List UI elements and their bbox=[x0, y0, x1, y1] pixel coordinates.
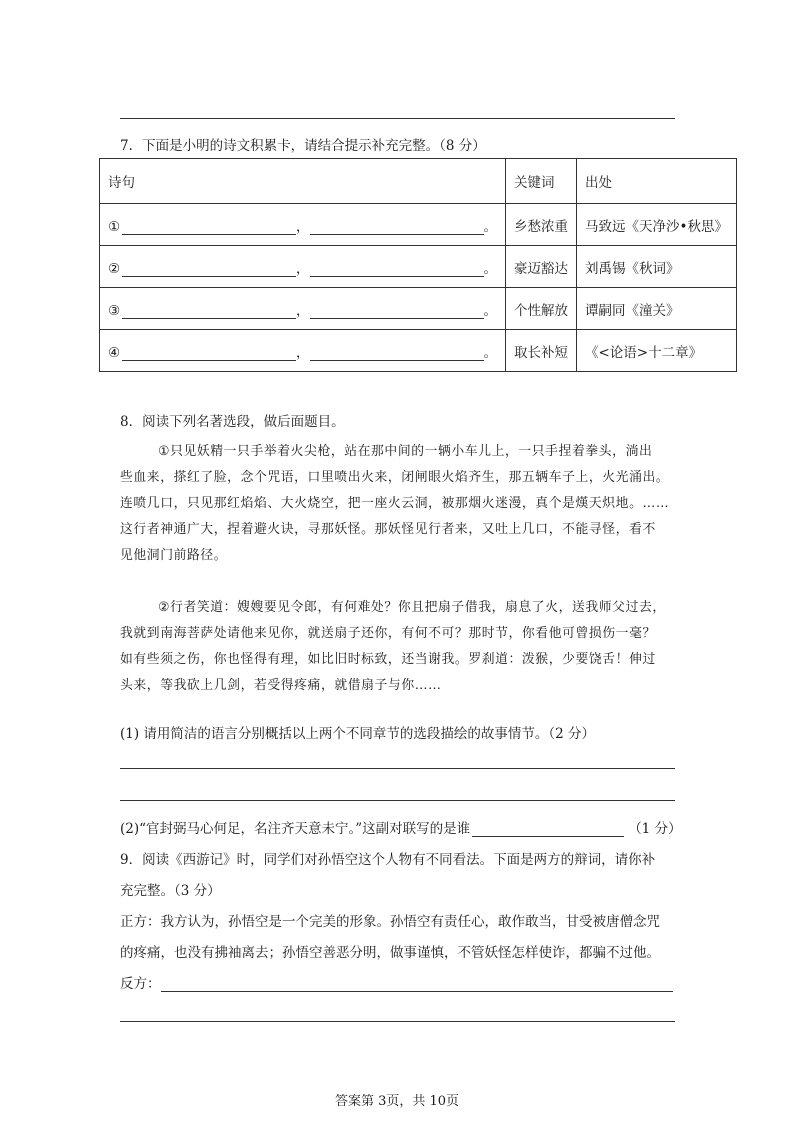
comma: ， bbox=[296, 218, 310, 235]
poem-blank-1[interactable] bbox=[122, 262, 296, 277]
sub2-prompt: (2)“官封弼马心何足，名注齐天意未宁。”这副对联写的是谁 bbox=[120, 821, 471, 837]
comma: ， bbox=[296, 302, 310, 319]
pro-argument-line1: 正方：我方认为，孙悟空是一个完美的形象。孙悟空有责任心，敢作敢当，甘受被唐僧念咒 bbox=[120, 914, 660, 930]
question-8-sub1: (1) 请用简洁的语言分别概括以上两个不同章节的选段描绘的故事情节。（2 分） bbox=[120, 726, 596, 742]
passage-line: 如有些须之伤，你也怪得有理，如比旧时标致，还当谢我。罗刹道：泼猴，少要饶舌！伸过 bbox=[120, 652, 656, 667]
question-9-title-line1: 9．阅读《西游记》时，同学们对孙悟空这个人物有不同看法。下面是两方的辩词，请你补 bbox=[120, 852, 656, 868]
source-cell: 谭嗣同《潼关》 bbox=[577, 288, 737, 330]
header-keyword: 关键词 bbox=[506, 159, 577, 204]
source-cell: 刘禹锡《秋词》 bbox=[577, 246, 737, 288]
con-argument bbox=[120, 972, 673, 992]
question-7-title: 7．下面是小明的诗文积累卡，请结合提示补充完整。（8 分） bbox=[120, 138, 486, 154]
table-row bbox=[100, 246, 737, 288]
comma: ， bbox=[296, 344, 310, 361]
page-footer: 答案第 3页，共 10页 bbox=[334, 1094, 460, 1109]
question-8-title: 8．阅读下列名著选段，做后面题目。 bbox=[120, 414, 345, 430]
keyword-cell: 个性解放 bbox=[506, 288, 577, 330]
con-answer-blank[interactable] bbox=[161, 977, 673, 992]
passage-2 bbox=[120, 595, 676, 699]
poem-blank-1[interactable] bbox=[122, 304, 296, 319]
sub2-score: （1 分） bbox=[628, 821, 682, 837]
period: 。 bbox=[483, 218, 497, 235]
poetry-card-table bbox=[99, 158, 737, 372]
row-number: ③ bbox=[108, 302, 121, 319]
poem-blank-1[interactable] bbox=[122, 220, 296, 235]
passage-line: 这行者神通广大，捏着避火诀，寻那妖怪。那妖怪见行者来，又吐上几口，不能寻怪，看不 bbox=[120, 522, 656, 537]
question-8-sub2 bbox=[120, 817, 682, 837]
answer-line-8-1a[interactable] bbox=[120, 768, 675, 769]
poem-blank-2[interactable] bbox=[310, 220, 484, 235]
header-poem: 诗句 bbox=[100, 159, 506, 204]
pro-argument-line2: 的疼痛，也没有拂袖离去；孙悟空善恶分明，做事谨慎，不管妖怪怎样使诈，都骗不过他。 bbox=[120, 945, 660, 961]
period: 。 bbox=[483, 344, 497, 361]
passage-line: ②行者笑道：嫂嫂要见令郎，有何难处？你且把扇子借我，扇息了火，送我师父过去， bbox=[158, 600, 666, 615]
poem-cell bbox=[100, 204, 506, 246]
poem-cell bbox=[100, 330, 506, 372]
period: 。 bbox=[483, 260, 497, 277]
poem-blank-2[interactable] bbox=[310, 304, 484, 319]
question-9-title-line2: 充完整。（3 分） bbox=[120, 883, 221, 899]
row-number: ① bbox=[108, 218, 121, 235]
table-row bbox=[100, 204, 737, 246]
con-label: 反方： bbox=[120, 976, 161, 992]
poem-blank-2[interactable] bbox=[310, 262, 484, 277]
passage-1 bbox=[120, 439, 676, 569]
table-row bbox=[100, 330, 737, 372]
passage-line: ①只见妖精一只手举着火尖枪，站在那中间的一辆小车儿上，一只手捏着拳头，淌出 bbox=[158, 444, 653, 459]
table-header-row bbox=[100, 159, 737, 204]
period: 。 bbox=[483, 302, 497, 319]
passage-line: 些血来，搽红了脸，念个咒语，口里喷出火来，闭闸眼火焰齐生，那五辆车子上，火光涌出。 bbox=[120, 470, 670, 485]
keyword-cell: 乡愁浓重 bbox=[506, 204, 577, 246]
table-row bbox=[100, 288, 737, 330]
top-answer-line bbox=[120, 118, 675, 119]
sub2-answer-blank[interactable] bbox=[472, 822, 624, 837]
comma: ， bbox=[296, 260, 310, 277]
row-number: ④ bbox=[108, 344, 121, 361]
poem-cell bbox=[100, 288, 506, 330]
source-cell: 马致远《天净沙•秋思》 bbox=[577, 204, 737, 246]
row-number: ② bbox=[108, 260, 121, 277]
poem-cell bbox=[100, 246, 506, 288]
header-source: 出处 bbox=[577, 159, 737, 204]
poem-blank-1[interactable] bbox=[122, 346, 296, 361]
answer-line-9b[interactable] bbox=[120, 1021, 675, 1022]
keyword-cell: 豪迈豁达 bbox=[506, 246, 577, 288]
passage-line: 我就到南海菩萨处请他来见你，就送扇子还你，有何不可？那时节，你看他可曾损伤一毫？ bbox=[120, 626, 656, 641]
passage-line: 见他洞门前路径。 bbox=[120, 548, 228, 563]
keyword-cell: 取长补短 bbox=[506, 330, 577, 372]
poem-blank-2[interactable] bbox=[310, 346, 484, 361]
source-cell: 《<论语>十二章》 bbox=[577, 330, 737, 372]
passage-line: 连喷几口，只见那红焰焰、大火烧空，把一座火云洞，被那烟火迷漫，真个是熯天炽地。…… bbox=[120, 496, 670, 511]
passage-line: 头来，等我砍上几剑，若受得疼痛，就借扇子与你…… bbox=[120, 678, 442, 693]
answer-line-8-1b[interactable] bbox=[120, 800, 675, 801]
